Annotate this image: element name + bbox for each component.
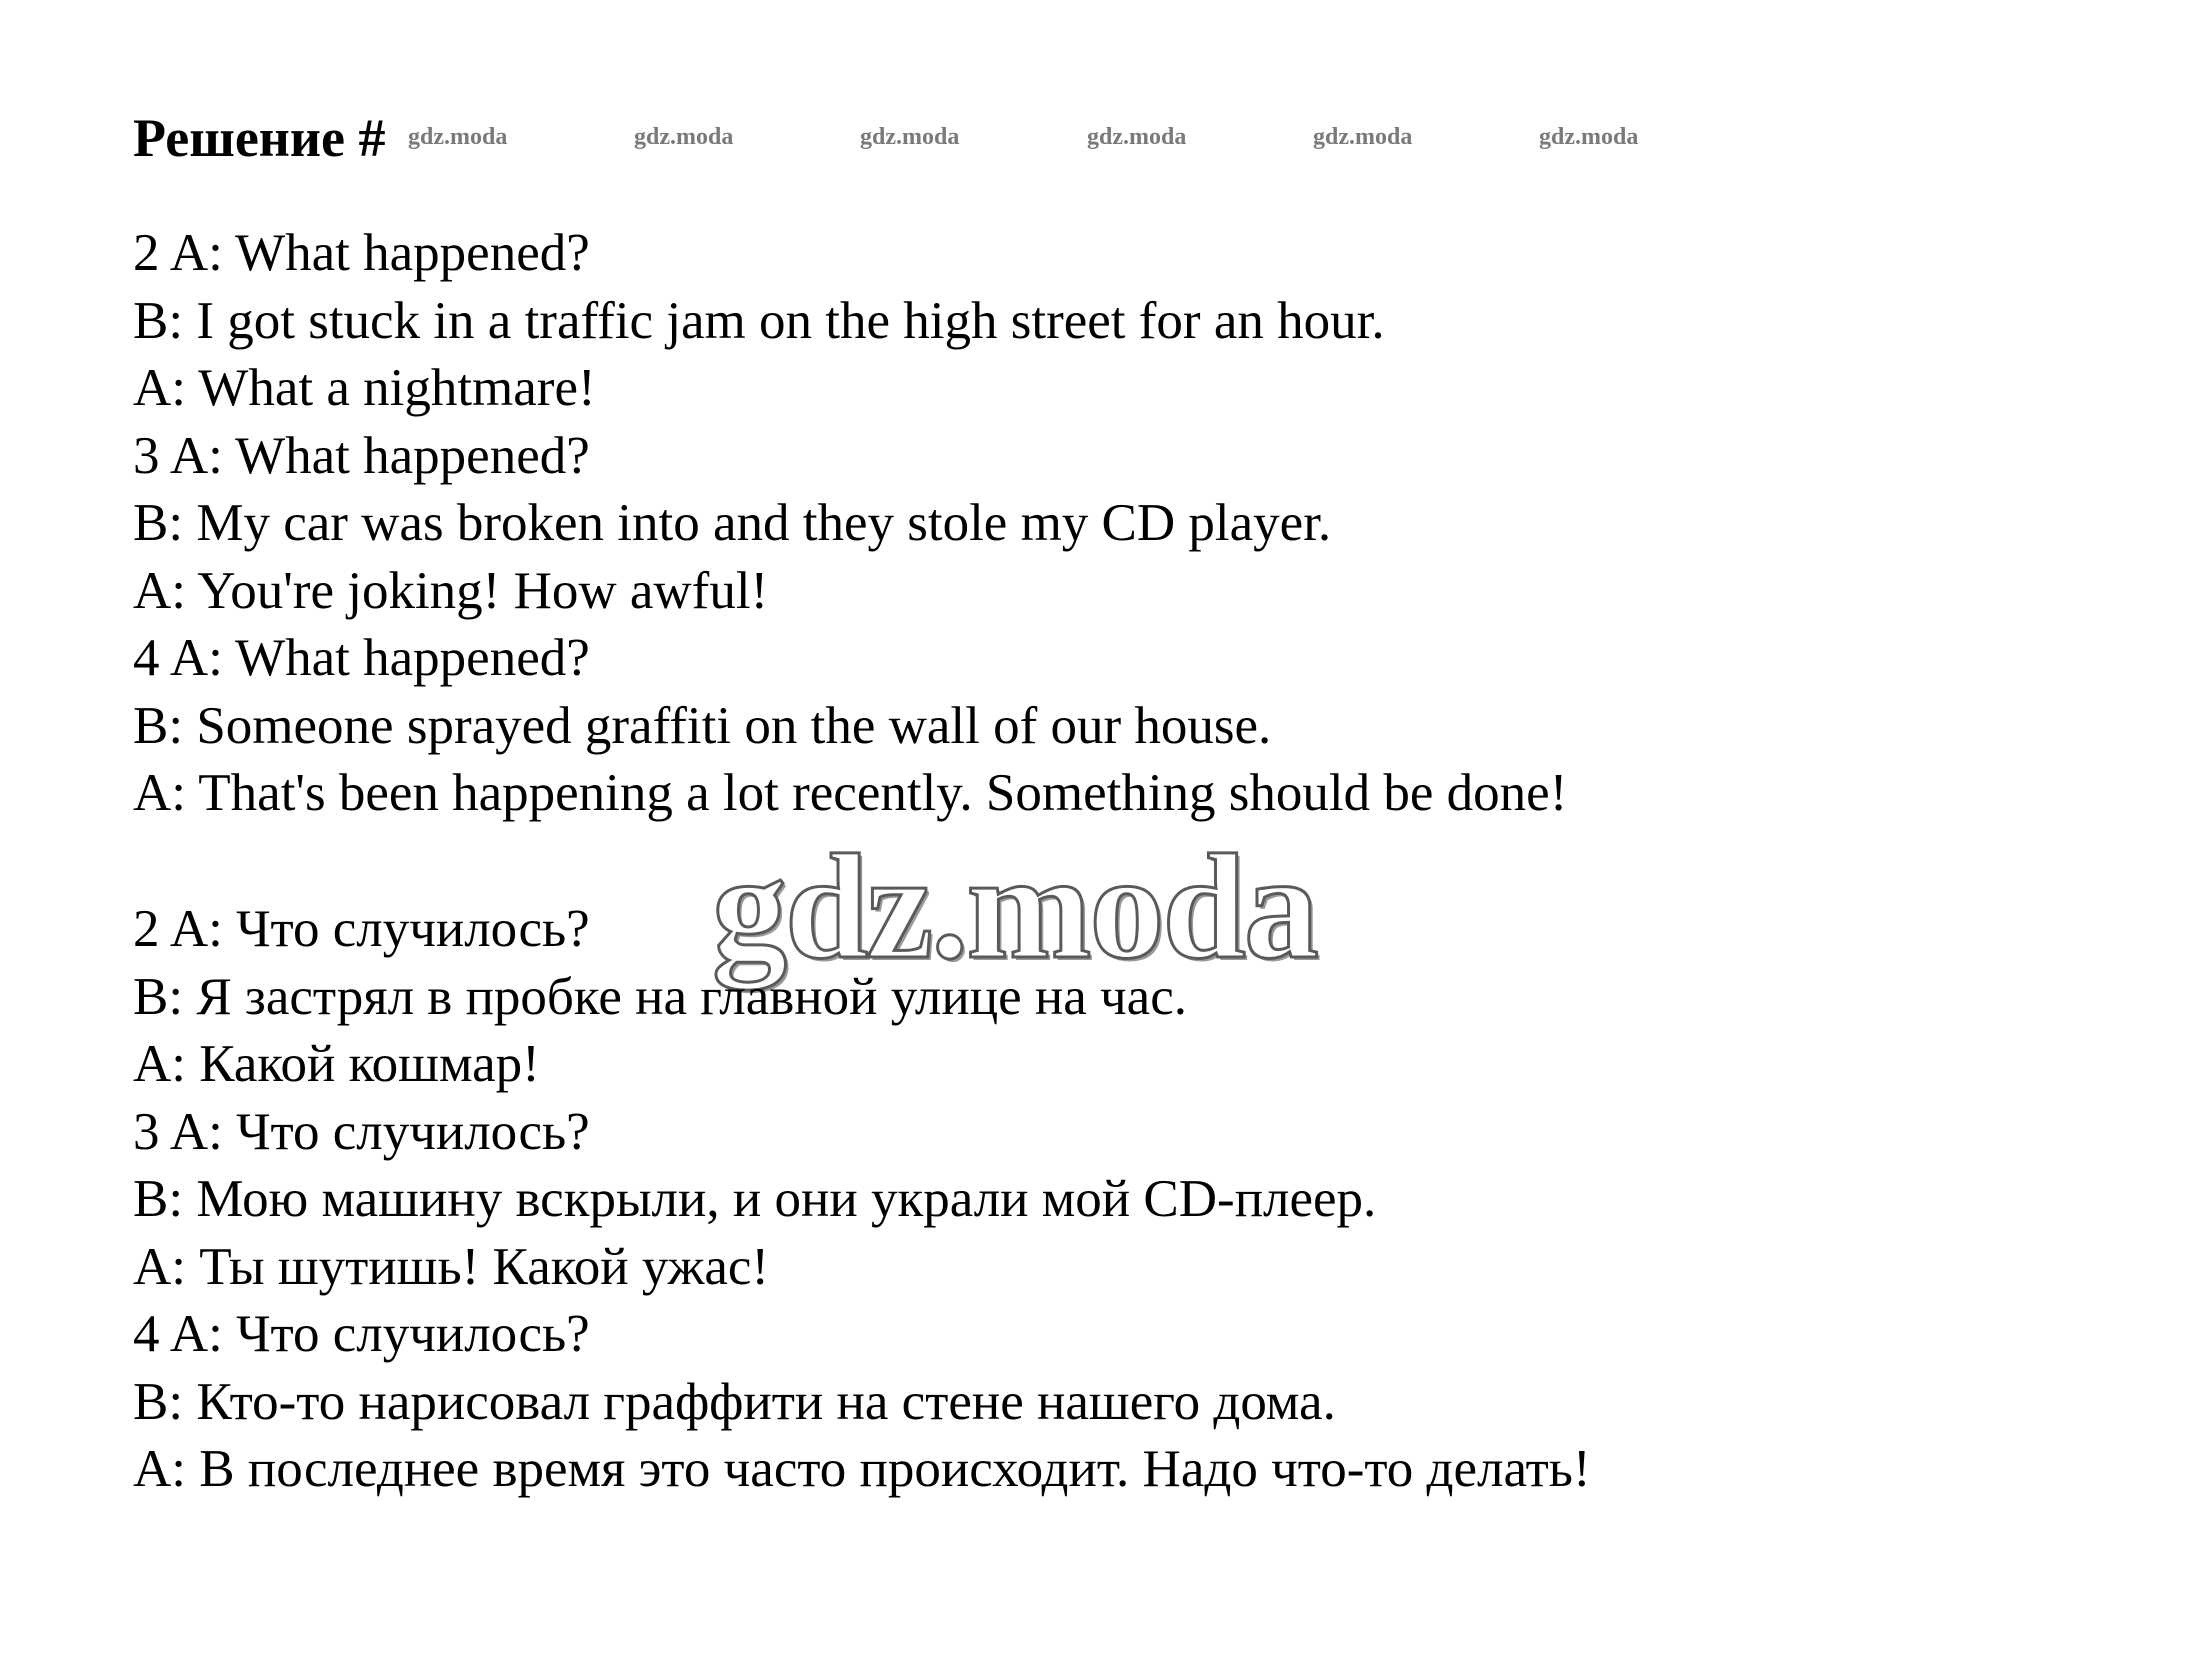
dialogue-line: 2 A: What happened? <box>133 224 590 282</box>
dialogue-line: B: My car was broken into and they stole my CD player. <box>133 494 1332 552</box>
dialogue-line: B: Я застрял в пробке на главной улице на час. <box>133 967 1187 1026</box>
dialogue-line: A: You're joking! How awful! <box>133 561 769 620</box>
dialogue-line: 4 A: What happened? <box>133 629 590 687</box>
dialogue-line: B: I got stuck in a traffic jam on the high street for an hour. <box>133 291 1385 350</box>
dialogue-line: 3 A: Что случилось? <box>133 1102 590 1161</box>
watermark-small: gdz.moda <box>1313 124 1413 150</box>
solution-heading: Решение # <box>133 108 386 168</box>
russian-dialogue <box>133 896 1591 1504</box>
dialogue-line: A: Какой кошмар! <box>133 1035 540 1093</box>
dialogue-line: A: В последнее время это часто происходит. Надо что-то делать! <box>133 1440 1591 1498</box>
dialogue-line: 3 A: What happened? <box>133 426 590 485</box>
english-dialogue <box>133 220 1567 828</box>
watermark-small: gdz.moda <box>860 124 960 150</box>
watermark-large: gdz.moda <box>712 824 1317 990</box>
dialogue-line: 4 A: Что случилось? <box>133 1305 590 1363</box>
dialogue-line: B: Мою машину вскрыли, и они украли мой CD-плеер. <box>133 1170 1377 1228</box>
dialogue-line: 2 A: Что случилось? <box>133 900 590 958</box>
dialogue-line: B: Someone sprayed graffiti on the wall of our house. <box>133 696 1272 755</box>
watermark-small: gdz.moda <box>634 124 734 150</box>
dialogue-line: B: Кто-то нарисовал граффити на стене нашего дома. <box>133 1372 1336 1431</box>
dialogue-line: A: Ты шутишь! Какой ужас! <box>133 1237 770 1296</box>
dialogue-line: A: What a nightmare! <box>133 359 596 417</box>
dialogue-line: A: That's been happening a lot recently. Something should be done! <box>133 764 1568 822</box>
watermark-small: gdz.moda <box>408 124 508 150</box>
watermark-small: gdz.moda <box>1539 124 1639 150</box>
watermark-small: gdz.moda <box>1087 124 1187 150</box>
